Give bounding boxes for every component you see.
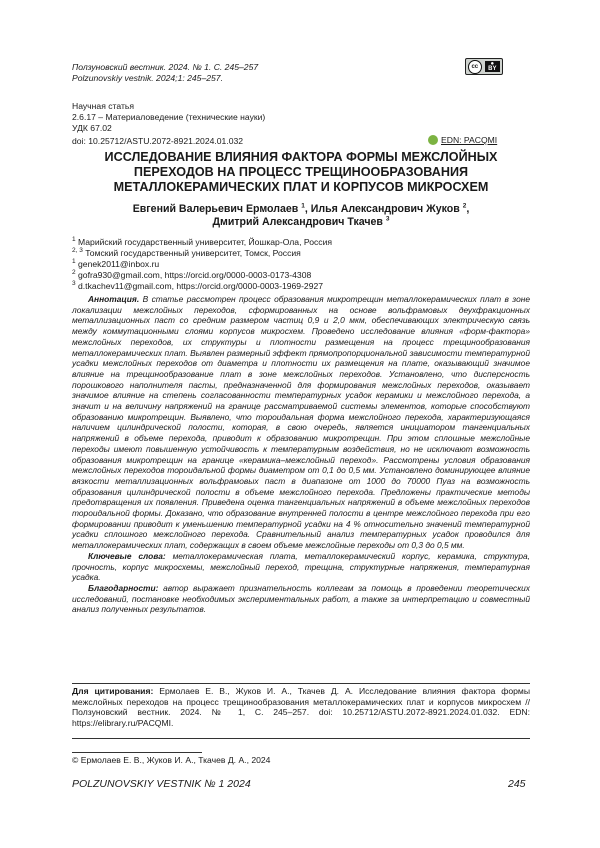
affiliation-email[interactable]: $^1$ genek2011@inbox.ru	[72, 258, 160, 269]
acknowledgements-label: Благодарности:	[88, 582, 159, 593]
article-type: Научная статья	[72, 101, 135, 111]
abstract-text: В статье рассмотрен процесс образования микротрещин металлокерамических плат в зоне локализации межслойных переходов, сформированных на основе вольфрамовых деухфракционных металлизационных паст со средним размером частиц 0,9 и 2,0 мкм, обеспечивающих электрическую связь между коммутационными слоями корпусов микросхем. Проведено исследование влияния «форм-фактора» межслойных переходов, их структуры и плотности размещения на процесс трещинообразования металлокерамических плат. Выявлен размерный эффект прямопропорциональной зависимости температурной усадки межслойных переходов от диаметра и плотности их размещения на плате, оказывающий значимое влияние на трещинообразование плат в зоне межслойных переходов. Установлено, что дисперсность порошкового наполнителя пасты, предназначенной для формирования межслойных переходов, оказывает значимое влияние на степень согласованности температурных усадок керамики и межслойного перехода, а значит и на величину напряжений на границе рассматриваемой системы элементов, которые способствуют образованию микротрещин. Выявлено, что тороидальная форма межслойного перехода, характеризующаяся наличием цилиндрической полости, которая, в свою очередь, является инициатором тангенциальных напряжений в объеме перехода, приводит к образованию микротрещин. При этом сплошные межслойные переходы имеют повышенную устойчивость к температурным воздействия, но не исключают возможность образования микротрещин на границе «керамика–межслойный переход». Рассмотрены условия образования межслойных переходов тороидальной формы диаметром от 0,1 до 0,5 мм. Установлено доминирующее влияние вязкости металлизационных вольфрамовых паст в диапазоне от 1000 до 70000 Пуаз на возможность образования цилиндрической полости в объеме межслойного перехода. Предложены практические методы предотвращения их появления. Приведена оценка тангенциальных напряжений в объеме межслойных переходов тороидальной формы. Доказано, что образование внутренней полости в центре межслойного перехода при его формировании приводит к уменьшению температурной усадки на 4 % относительно значений температурной усадки сплошного межслойного перехода. Сравнительный анализ температурных усадок проводился для металлокерамических плат, содержащих в своем объеме межслойные переходы от 0,3 до 0,5 мм.	[72, 294, 530, 551]
footnote-rule	[72, 752, 202, 753]
affiliation-email[interactable]: $^2$ gofra930@gmail.com, https://orcid.org/0000-0003-0173-4308	[72, 269, 312, 280]
author-3-sup: 3	[385, 215, 390, 223]
divider-top	[72, 683, 530, 684]
journal-citation-ru: Ползуновский вестник. 2024. № 1. С. 245–257	[72, 62, 259, 72]
journal-citation-en: Polzunovskiy vestnik. 2024;1: 245–257.	[72, 73, 223, 83]
specialty-code: 2.6.17 – Материаловедение (технические науки)	[72, 112, 266, 122]
author-3: Дмитрий Александрович Ткачев	[212, 216, 383, 229]
edn-globe-icon	[428, 135, 438, 145]
doi-line: doi: 10.25712/ASTU.2072-8921.2024.01.032	[72, 136, 244, 146]
udc-code: УДК 67.02	[72, 123, 112, 133]
citation-label: Для цитирования:	[72, 686, 154, 696]
author-1-sup: 1	[301, 202, 305, 210]
acknowledgements-paragraph	[72, 583, 530, 615]
author-2-sup: 2	[462, 202, 467, 210]
edn-link[interactable]	[428, 135, 497, 145]
authors-block: Евгений Валерьевич Ермолаев $^1$, Илья Александрович Жуков $^2$, Дмитрий Александрович Ткачев $^3$	[132, 202, 470, 229]
abstract-paragraph	[72, 294, 530, 551]
affiliation-line: $^1$ Марийский государственный университет, Йошкар-Ола, Россия	[72, 236, 333, 247]
footer-page-number: 245	[508, 778, 526, 790]
by-icon: ● BY	[485, 61, 500, 72]
footer-journal: POLZUNOVSKIY VESTNIK № 1 2024	[72, 778, 251, 790]
keywords-label: Ключевые слова:	[88, 550, 166, 561]
affiliation-email[interactable]: $^3$ d.tkachev11@gmail.com, https://orcid.org/0000-0003-1969-2927	[72, 280, 324, 291]
affiliations	[72, 237, 530, 292]
keywords-paragraph	[72, 551, 530, 583]
edn-link-text[interactable]: EDN: PACQMI	[441, 135, 498, 145]
divider-bottom	[72, 738, 530, 739]
cc-logo-icon: cc	[468, 60, 482, 74]
article-title: ИССЛЕДОВАНИЕ ВЛИЯНИЯ ФАКТОРА ФОРМЫ МЕЖСЛОЙНЫХ ПЕРЕХОДОВ НА ПРОЦЕСС ТРЕЩИНООБРАЗОВАНИЯ МЕТАЛЛОКЕРАМИЧЕСКИХ ПЛАТ И КОРПУСОВ МИКРОСХЕМ	[104, 150, 498, 195]
author-2: Илья Александрович Жуков	[310, 203, 460, 215]
citation-text: Ермолаев Е. В., Жуков И. А., Ткачев Д. А. Исследование влияния фактора формы межслойных переходов на процесс трещинообразования металлокерамических плат и корпусов микросхем // Ползуновский вестник. 2024. № 1, С. 245–257. doi: 10.25712/ASTU.2072-8921.2024.01.032. EDN: https://elibrary.ru/PACQMI.	[72, 686, 530, 729]
author-1: Евгений Валерьевич Ермолаев	[132, 203, 299, 215]
cc-by-icon[interactable]	[465, 58, 503, 75]
abstract-block	[72, 294, 530, 615]
acknowledgements-text: автор выражает признательность коллегам за помощь в проведении теоретических исследований, постановке необходимых экспериментальных работ, а также за интерпретацию и совместный анализ полученных результатов.	[72, 582, 530, 615]
affiliation-line: $^{2, 3}$ Томский государственный университет, Томск, Россия	[72, 247, 301, 258]
keywords-text: металлокерамическая плата, металлокерамический корпус, керамика, структура, прочность, корпус микросхемы, межслойный переход, трещина, структурные напряжения, температурная усадка.	[72, 550, 530, 583]
copyright-line: © Ермолаев Е. В., Жуков И. А., Ткачев Д. А., 2024	[72, 755, 271, 765]
citation-block	[72, 686, 530, 729]
abstract-label: Аннотация.	[88, 294, 140, 304]
